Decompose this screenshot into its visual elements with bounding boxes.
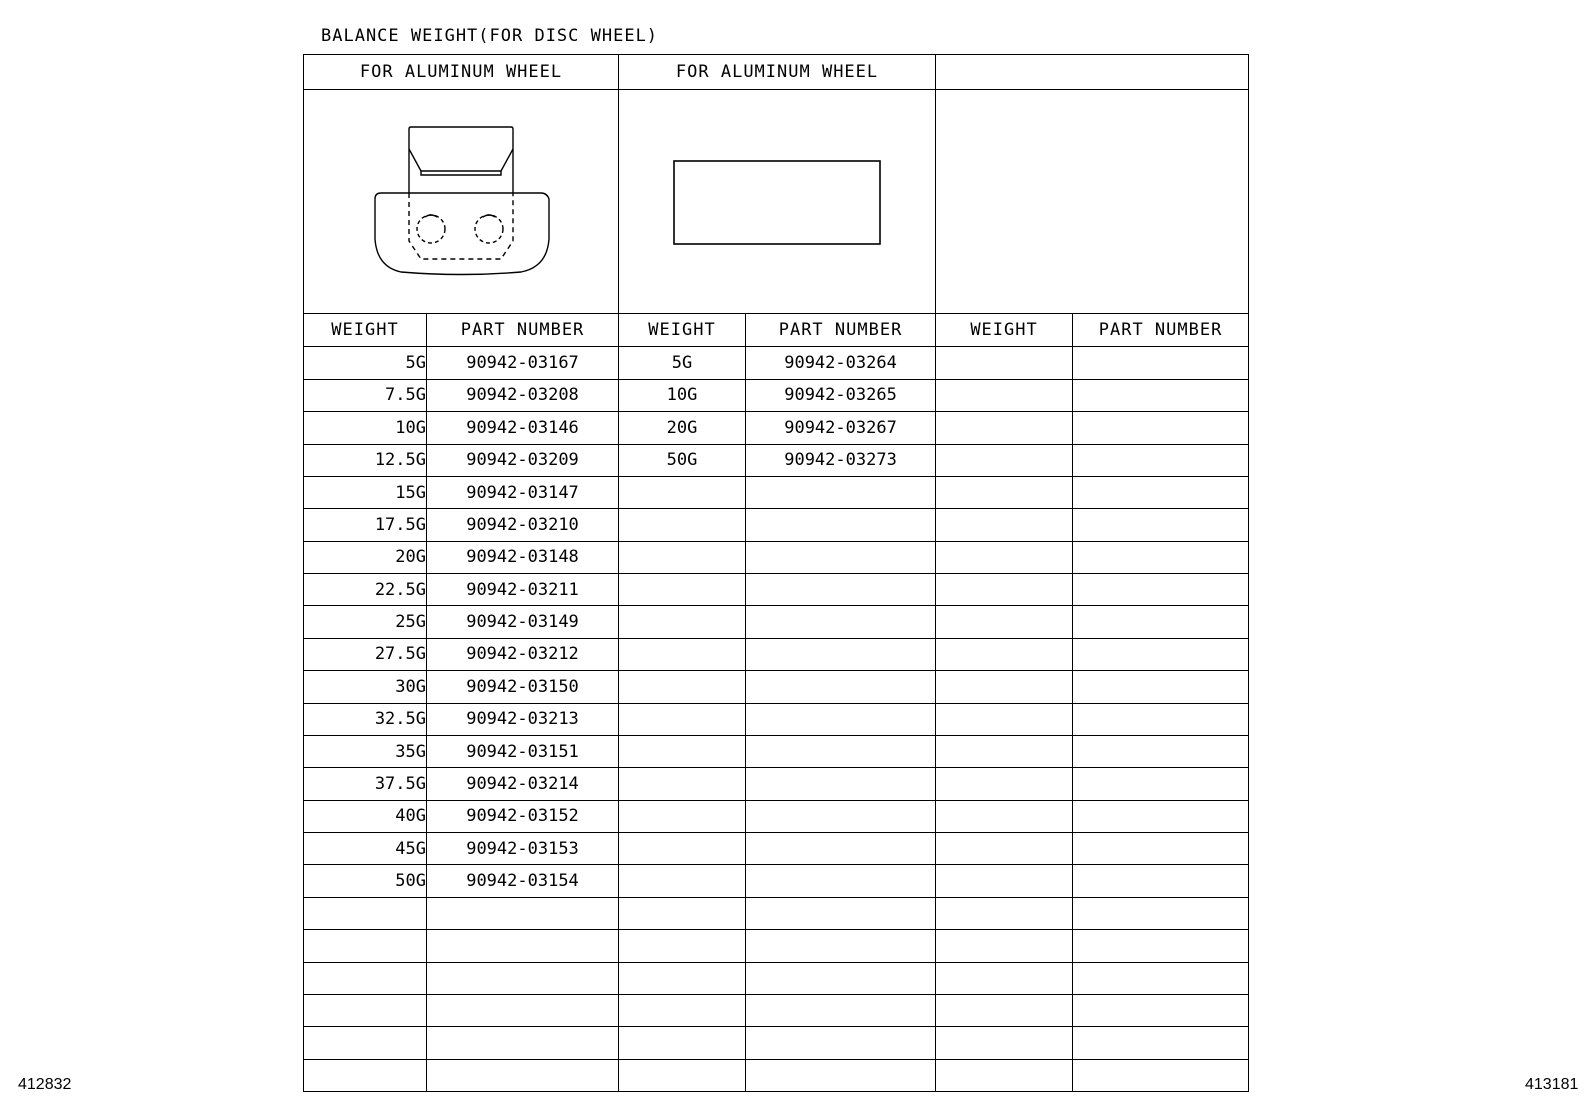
weight-cell: [619, 962, 746, 994]
weight-cell: 10G: [304, 412, 427, 444]
weight-cell: 45G: [304, 833, 427, 865]
weight-cell: [619, 606, 746, 638]
table-row: [304, 1059, 1249, 1091]
part-number-cell: [1073, 833, 1249, 865]
part-number-header-3: PART NUMBER: [1073, 313, 1249, 346]
weight-cell: [619, 865, 746, 897]
part-number-cell: [746, 476, 936, 508]
table-row: [304, 994, 1249, 1026]
table-row: [304, 800, 1249, 832]
part-number-cell: [1073, 509, 1249, 541]
part-number-cell: [1073, 671, 1249, 703]
weight-cell: 15G: [304, 476, 427, 508]
weight-cell: 20G: [304, 541, 427, 573]
part-number-cell: 90942-03153: [427, 833, 619, 865]
part-number-cell: [746, 1059, 936, 1091]
weight-cell: [936, 606, 1073, 638]
part-number-cell: [1073, 800, 1249, 832]
weight-cell: [619, 897, 746, 929]
part-number-cell: [1073, 1059, 1249, 1091]
part-number-header-1: PART NUMBER: [427, 313, 619, 346]
weight-cell: [619, 1059, 746, 1091]
table-row: [304, 703, 1249, 735]
table-row: [304, 347, 1249, 379]
weight-cell: 7.5G: [304, 379, 427, 411]
table-row: [304, 671, 1249, 703]
weight-cell: [936, 412, 1073, 444]
weight-cell: 22.5G: [304, 574, 427, 606]
weight-cell: 27.5G: [304, 638, 427, 670]
weight-cell: [936, 1059, 1073, 1091]
weight-cell: 37.5G: [304, 768, 427, 800]
table-row: [304, 1027, 1249, 1059]
weight-cell: 5G: [619, 347, 746, 379]
part-number-cell: [746, 735, 936, 767]
weight-cell: [936, 703, 1073, 735]
part-number-cell: [746, 897, 936, 929]
weight-cell: [304, 897, 427, 929]
weight-cell: [619, 671, 746, 703]
clip-on-balance-weight-icon: [361, 117, 561, 287]
part-number-cell: [1073, 347, 1249, 379]
part-number-cell: [746, 574, 936, 606]
weight-cell: 50G: [304, 865, 427, 897]
weight-cell: 40G: [304, 800, 427, 832]
part-number-cell: 90942-03210: [427, 509, 619, 541]
part-number-cell: 90942-03152: [427, 800, 619, 832]
part-number-cell: [427, 897, 619, 929]
table-row: [304, 897, 1249, 929]
column-header-row: [304, 313, 1249, 346]
weight-cell: [619, 476, 746, 508]
weight-cell: [304, 1027, 427, 1059]
weight-cell: [304, 994, 427, 1026]
weight-cell: [936, 897, 1073, 929]
part-number-cell: [746, 671, 936, 703]
weight-cell: 35G: [304, 735, 427, 767]
weight-cell: [936, 509, 1073, 541]
weight-cell: [936, 347, 1073, 379]
weight-cell: [936, 962, 1073, 994]
weight-cell: [304, 962, 427, 994]
weight-cell: [619, 930, 746, 962]
weight-cell: [304, 930, 427, 962]
part-number-cell: 90942-03148: [427, 541, 619, 573]
weight-cell: [619, 994, 746, 1026]
clip-on-weight-illustration-cell: [304, 90, 619, 314]
table-row: [304, 509, 1249, 541]
part-number-cell: [427, 994, 619, 1026]
part-number-cell: [1073, 412, 1249, 444]
weight-cell: [936, 638, 1073, 670]
part-number-cell: [746, 1027, 936, 1059]
weight-cell: 5G: [304, 347, 427, 379]
part-number-cell: [746, 833, 936, 865]
part-number-cell: [746, 994, 936, 1026]
weight-cell: 30G: [304, 671, 427, 703]
weight-cell: [936, 930, 1073, 962]
table-row: [304, 962, 1249, 994]
table-row: [304, 833, 1249, 865]
part-number-cell: [1073, 735, 1249, 767]
weight-cell: [936, 444, 1073, 476]
part-number-cell: 90942-03267: [746, 412, 936, 444]
weight-cell: 10G: [619, 379, 746, 411]
part-number-cell: [1073, 994, 1249, 1026]
part-number-cell: 90942-03214: [427, 768, 619, 800]
part-number-cell: [746, 800, 936, 832]
table-row: [304, 476, 1249, 508]
part-number-cell: [746, 703, 936, 735]
part-number-cell: 90942-03167: [427, 347, 619, 379]
part-number-cell: [746, 962, 936, 994]
weight-cell: 32.5G: [304, 703, 427, 735]
part-number-cell: [746, 930, 936, 962]
table-row: [304, 574, 1249, 606]
weight-cell: [619, 833, 746, 865]
part-number-cell: [427, 1027, 619, 1059]
part-number-cell: [1073, 1027, 1249, 1059]
part-number-cell: 90942-03154: [427, 865, 619, 897]
table-row: [304, 930, 1249, 962]
part-number-cell: 90942-03265: [746, 379, 936, 411]
part-number-cell: 90942-03146: [427, 412, 619, 444]
table-row: [304, 768, 1249, 800]
part-number-cell: [1073, 379, 1249, 411]
part-number-cell: [1073, 897, 1249, 929]
weight-cell: 50G: [619, 444, 746, 476]
table-row: [304, 412, 1249, 444]
weight-cell: [619, 768, 746, 800]
weight-cell: [936, 735, 1073, 767]
weight-cell: 20G: [619, 412, 746, 444]
weight-cell: [619, 574, 746, 606]
weight-cell: [936, 541, 1073, 573]
part-number-cell: 90942-03151: [427, 735, 619, 767]
figure-code-right: 413181: [1525, 1076, 1579, 1093]
balance-weight-table: [303, 54, 1249, 1092]
part-number-header-2: PART NUMBER: [746, 313, 936, 346]
part-number-cell: 90942-03208: [427, 379, 619, 411]
group-label-3: [936, 55, 1249, 90]
part-number-cell: [746, 541, 936, 573]
weight-cell: [619, 1027, 746, 1059]
part-number-cell: 90942-03213: [427, 703, 619, 735]
table-row: [304, 865, 1249, 897]
part-number-cell: 90942-03147: [427, 476, 619, 508]
part-number-cell: [1073, 768, 1249, 800]
weight-cell: [619, 541, 746, 573]
part-number-cell: 90942-03273: [746, 444, 936, 476]
part-number-cell: [1073, 606, 1249, 638]
weight-header-3: WEIGHT: [936, 313, 1073, 346]
weight-cell: [936, 800, 1073, 832]
part-number-cell: 90942-03149: [427, 606, 619, 638]
weight-cell: [936, 671, 1073, 703]
part-number-cell: [1073, 930, 1249, 962]
weight-cell: [936, 574, 1073, 606]
adhesive-weight-illustration-cell: [619, 90, 936, 314]
weight-cell: [619, 638, 746, 670]
part-number-cell: 90942-03209: [427, 444, 619, 476]
group-header-row: [304, 55, 1249, 90]
table-row: [304, 541, 1249, 573]
weight-cell: [936, 1027, 1073, 1059]
weight-header-1: WEIGHT: [304, 313, 427, 346]
weight-header-2: WEIGHT: [619, 313, 746, 346]
weight-cell: 12.5G: [304, 444, 427, 476]
part-number-cell: [746, 638, 936, 670]
weight-cell: [936, 833, 1073, 865]
part-number-cell: [1073, 865, 1249, 897]
part-number-cell: [1073, 574, 1249, 606]
part-number-cell: [746, 768, 936, 800]
weight-cell: [936, 994, 1073, 1026]
table-body: [304, 347, 1249, 1092]
weight-cell: [304, 1059, 427, 1091]
weight-cell: [619, 509, 746, 541]
table-row: [304, 638, 1249, 670]
part-number-cell: [746, 606, 936, 638]
weight-cell: 25G: [304, 606, 427, 638]
part-number-cell: [746, 865, 936, 897]
part-number-cell: [1073, 638, 1249, 670]
part-number-cell: [1073, 962, 1249, 994]
table-row: [304, 735, 1249, 767]
part-number-cell: 90942-03150: [427, 671, 619, 703]
part-number-cell: [1073, 444, 1249, 476]
part-number-cell: 90942-03264: [746, 347, 936, 379]
weight-cell: [936, 379, 1073, 411]
group-label-2: FOR ALUMINUM WHEEL: [619, 55, 936, 90]
part-number-cell: [427, 930, 619, 962]
part-number-cell: [427, 962, 619, 994]
weight-cell: [619, 703, 746, 735]
table-row: [304, 606, 1249, 638]
table-row: [304, 379, 1249, 411]
figure-code-left: 412832: [18, 1076, 72, 1093]
document-title: BALANCE WEIGHT(FOR DISC WHEEL): [321, 26, 659, 46]
weight-cell: [936, 768, 1073, 800]
part-number-cell: 90942-03212: [427, 638, 619, 670]
weight-cell: 17.5G: [304, 509, 427, 541]
group-label-1: FOR ALUMINUM WHEEL: [304, 55, 619, 90]
adhesive-balance-weight-icon: [667, 152, 887, 252]
weight-cell: [936, 865, 1073, 897]
weight-cell: [619, 800, 746, 832]
part-number-cell: [1073, 476, 1249, 508]
part-number-cell: 90942-03211: [427, 574, 619, 606]
part-number-cell: [1073, 541, 1249, 573]
illustration-row: [304, 90, 1249, 314]
empty-illustration-cell: [936, 90, 1249, 314]
weight-cell: [619, 735, 746, 767]
part-number-cell: [746, 509, 936, 541]
part-number-cell: [427, 1059, 619, 1091]
weight-cell: [936, 476, 1073, 508]
part-number-cell: [1073, 703, 1249, 735]
table-row: [304, 444, 1249, 476]
